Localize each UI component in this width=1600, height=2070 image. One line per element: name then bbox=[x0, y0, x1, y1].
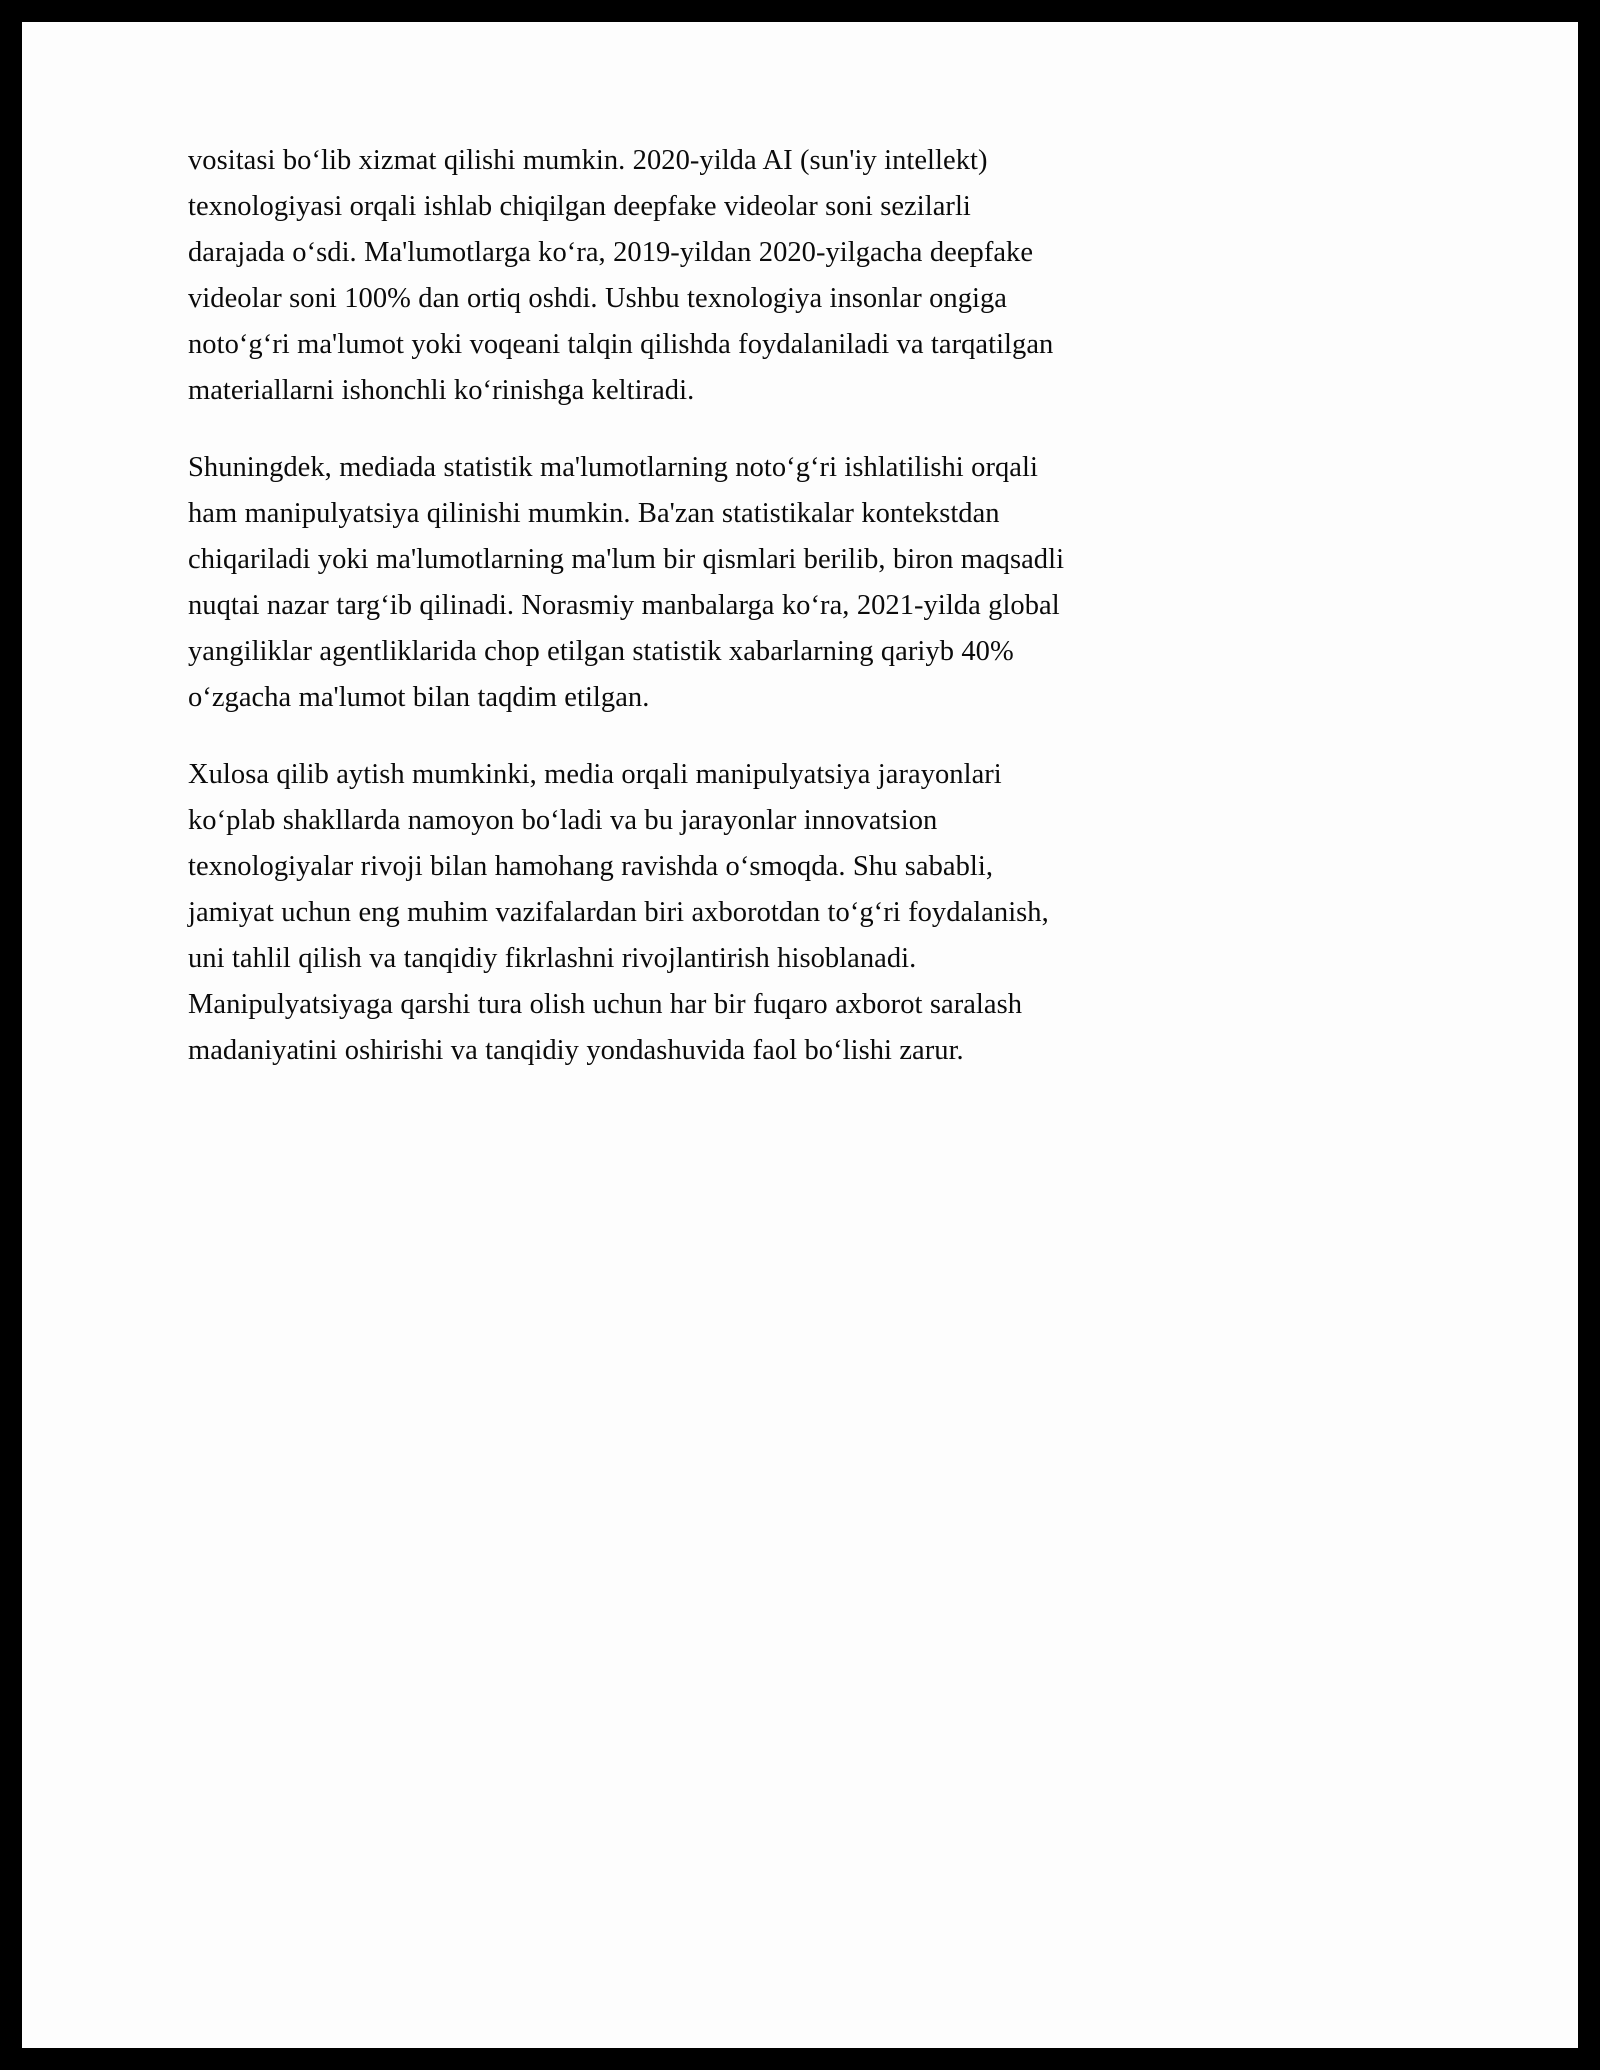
paragraph-1: vositasi bo‘lib xizmat qilishi mumkin. 2020-yilda AI (sun'iy intellekt) texnologiyasi orqali ishlab chiqilgan deepfake videolar soni sezilarli darajada o‘sdi. Ma'lumotlarga ko‘ra, 2019-yildan 2020-yilgacha deepfake videolar soni 100% dan ortiq oshdi. Ushbu texnologiya insonlar ongiga noto‘g‘ri ma'lumot yoki voqeani talqin qilishda foydalaniladi va tarqatilgan materiallarni ishonchli ko‘rinishga keltiradi. bbox=[188, 145, 1054, 406]
document-text-body bbox=[188, 138, 1068, 1074]
page-sheet bbox=[12, 12, 1588, 2058]
paragraph-2: Shuningdek, mediada statistik ma'lumotlarning noto‘g‘ri ishlatilishi orqali ham manipulyatsiya qilinishi mumkin. Ba'zan statistikalar kontekstdan chiqariladi yoki ma'lumotlarning ma'lum bir qismlari berilib, biron maqsadli nuqtai nazar targ‘ib qilinadi. Norasmiy manbalarga ko‘ra, 2021-yilda global yangiliklar agentliklarida chop etilgan statistik xabarlarning qariyb 40% o‘zgacha ma'lumot bilan taqdim etilgan. bbox=[188, 452, 1065, 713]
paragraph-3: Xulosa qilib aytish mumkinki, media orqali manipulyatsiya jarayonlari ko‘plab shakllarda namoyon bo‘ladi va bu jarayonlar innovatsion texnologiyalar rivoji bilan hamohang ravishda o‘smoqda. Shu sababli, jamiyat uchun eng muhim vazifalardan biri axborotdan to‘g‘ri foydalanish, uni tahlil qilish va tanqidiy fikrlashni rivojlantirish hisoblanadi. Manipulyatsiyaga qarshi tura olish uchun har bir fuqaro axborot saralash madaniyatini oshirishi va tanqidiy yondashuvida faol bo‘lishi zarur. bbox=[188, 759, 1049, 1066]
